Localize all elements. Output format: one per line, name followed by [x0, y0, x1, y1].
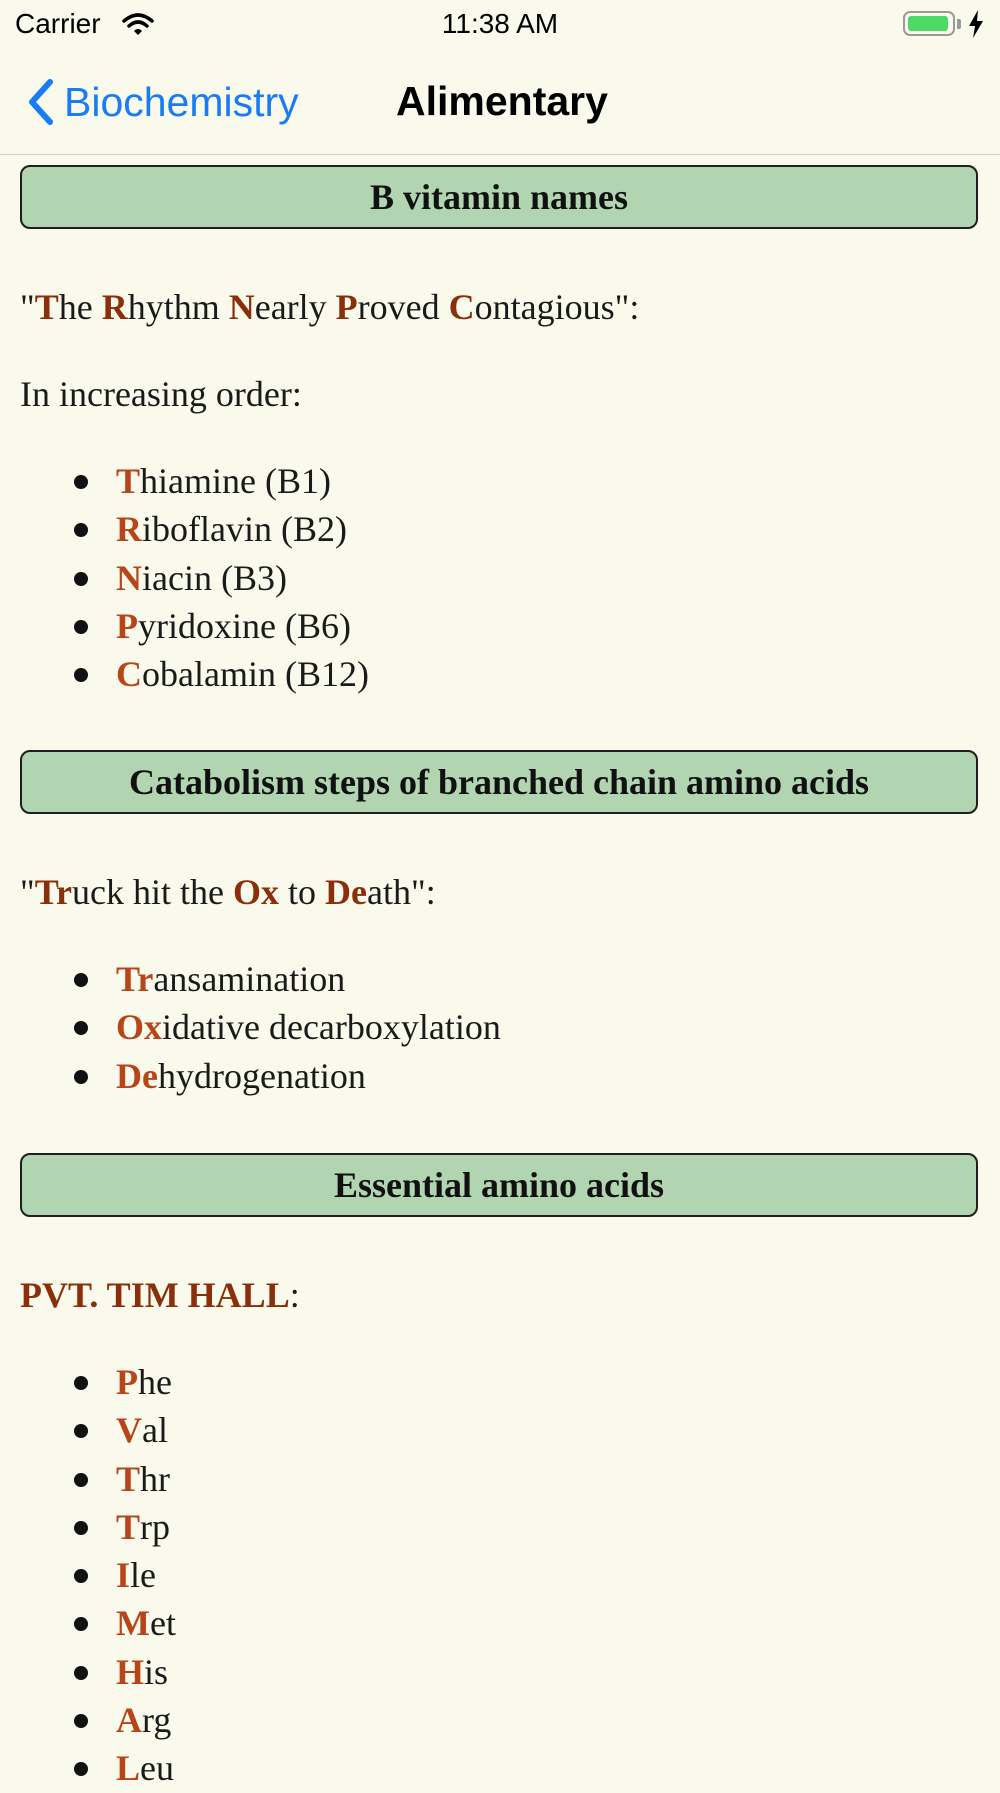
- list-item-initial: M: [116, 1603, 150, 1644]
- list-item: [0, 1358, 176, 1406]
- mnemonic-text: to: [279, 872, 326, 912]
- list-item: [0, 1696, 176, 1744]
- list-item: [0, 1052, 501, 1100]
- mnemonic-text: :: [289, 1275, 300, 1315]
- mnemonic-text: early: [254, 287, 336, 327]
- mnemonic-highlight: PVT. TIM HALL: [20, 1275, 290, 1315]
- list-item: [0, 1744, 176, 1792]
- mnemonic-highlight: De: [325, 872, 368, 912]
- battery-cap: [957, 19, 961, 29]
- list-item: [0, 1406, 176, 1454]
- list-item-initial: H: [116, 1651, 145, 1692]
- back-button[interactable]: [28, 75, 299, 129]
- list-item-text: iacin (B3): [142, 557, 287, 598]
- mnemonic-text: roved: [357, 287, 449, 327]
- list-item-initial: L: [116, 1748, 141, 1789]
- list-item: [0, 505, 369, 553]
- mnemonic-b-vitamins: [20, 285, 639, 329]
- list-item-text: idative decarboxylation: [162, 1007, 501, 1048]
- list-item-text: yridoxine (B6): [138, 605, 351, 646]
- list-item: [0, 1455, 176, 1503]
- mnemonic-text: ": [20, 287, 35, 327]
- list-item-text: hydrogenation: [157, 1055, 366, 1096]
- mnemonic-essential-amino-acids: [20, 1273, 300, 1317]
- list-item-text: al: [142, 1410, 168, 1451]
- list-item-text: le: [130, 1555, 156, 1596]
- mnemonic-text: ontagious":: [474, 287, 640, 327]
- mnemonic-highlight: Tr: [34, 872, 73, 912]
- status-bar: [0, 0, 1000, 50]
- list-item-text: is: [144, 1651, 169, 1692]
- list-item-text: iboflavin (B2): [142, 509, 347, 550]
- mnemonic-text: ath":: [367, 872, 436, 912]
- charging-bolt-icon: [968, 10, 984, 45]
- navigation-bar: [0, 50, 1000, 155]
- list-item-initial: De: [116, 1055, 158, 1096]
- carrier-label: Carrier: [15, 8, 101, 39]
- list-item: [0, 1003, 501, 1051]
- mnemonic-text: he: [58, 287, 102, 327]
- list-item-initial: T: [116, 1506, 141, 1547]
- mnemonic-highlight: C: [448, 287, 475, 327]
- section-header-catabolism: Catabolism steps of branched chain amino acids: [20, 750, 978, 814]
- list-item-text: et: [149, 1603, 176, 1644]
- list-item-initial: I: [116, 1555, 131, 1596]
- list-item: [0, 1648, 176, 1696]
- list-item-initial: T: [116, 461, 141, 501]
- list-item: [0, 650, 369, 698]
- mnemonic-catabolism: [20, 870, 436, 914]
- list-item: [0, 1599, 176, 1647]
- list-item-initial: R: [116, 509, 142, 550]
- list-item-text: rp: [140, 1506, 171, 1547]
- list-item: [0, 1503, 176, 1551]
- list-item-text: eu: [140, 1748, 174, 1789]
- list-item: [0, 1551, 176, 1599]
- back-button-label: Biochemistry: [64, 78, 299, 125]
- list-item-text: rg: [142, 1700, 172, 1741]
- battery-icon: [903, 11, 955, 36]
- list-item-text: hr: [140, 1458, 171, 1499]
- mnemonic-text: hythm: [127, 287, 229, 327]
- list-item-initial: V: [116, 1410, 142, 1451]
- mnemonic-highlight: N: [228, 287, 255, 327]
- chevron-left-icon: [28, 79, 54, 125]
- list-item-initial: P: [116, 605, 138, 646]
- section-header-b-vitamins: B vitamin names: [20, 165, 978, 229]
- list-item-initial: T: [116, 1458, 141, 1499]
- mnemonic-text: ": [20, 872, 35, 912]
- mnemonic-text: uck hit the: [72, 872, 233, 912]
- catabolism-list: [0, 955, 501, 1100]
- list-item-text: obalamin (B12): [142, 654, 369, 695]
- b-vitamins-list: [0, 457, 369, 698]
- list-item-initial: A: [116, 1700, 142, 1741]
- section-header-essential-amino-acids: Essential amino acids: [20, 1153, 978, 1217]
- list-item-initial: C: [116, 654, 142, 695]
- mnemonic-highlight: Ox: [233, 872, 280, 912]
- order-note: In increasing order:: [20, 374, 302, 414]
- list-item-initial: P: [116, 1362, 138, 1402]
- page-title: Alimentary: [396, 78, 608, 124]
- mnemonic-highlight: R: [101, 287, 128, 327]
- list-item: [0, 955, 501, 1003]
- clock: 11:38 AM: [441, 8, 559, 39]
- mnemonic-highlight: T: [34, 287, 59, 327]
- essential-amino-acids-list: [0, 1358, 176, 1793]
- list-item-initial: N: [116, 557, 142, 598]
- list-item: [0, 602, 369, 650]
- list-item-initial: Tr: [116, 959, 154, 999]
- list-item-text: he: [138, 1362, 172, 1402]
- mnemonic-highlight: P: [335, 287, 358, 327]
- list-item: [0, 554, 369, 602]
- list-item: [0, 457, 369, 505]
- list-item-text: hiamine (B1): [140, 461, 331, 501]
- list-item-initial: Ox: [116, 1007, 163, 1048]
- list-item-text: ansamination: [153, 959, 346, 999]
